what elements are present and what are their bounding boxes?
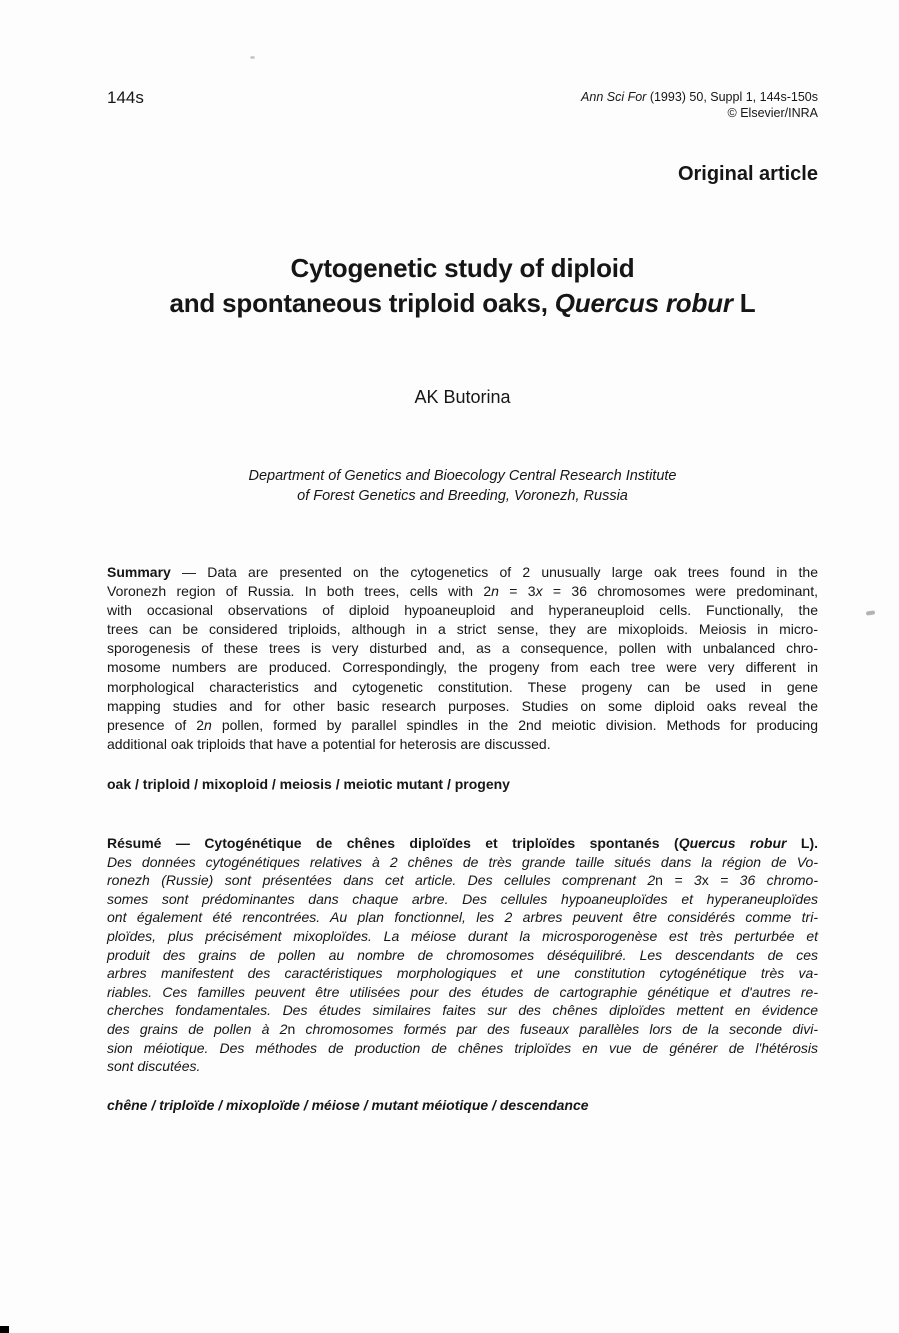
- summary-line: with occasional observations of diploid hypoaneuploid and hyperaneuploid cells. Functionally, the: [107, 602, 818, 619]
- scan-artifact: [250, 56, 255, 59]
- resume-line: sion méiotique. Des méthodes de production de chênes triploïdes en vue de générer de l'hétérosis: [107, 1039, 818, 1056]
- summary-text: = 36 chromosomes were predominant,: [542, 583, 818, 600]
- species-name: Quercus robur: [554, 288, 733, 318]
- variable-n: n: [287, 1020, 296, 1037]
- article-title: [107, 251, 818, 321]
- summary-line: [107, 582, 818, 601]
- variable-n: n: [655, 872, 663, 889]
- summary-line: trees can be considered triploids, although in a strict sense, they are mixoploids. Meiosis in micro-: [107, 621, 818, 638]
- affiliation-line1: Department of Genetics and Bioecology Central Research Institute: [248, 468, 677, 484]
- article-type-label: Original article: [677, 163, 818, 185]
- resume-heading: L).: [786, 835, 818, 851]
- resume-line: cherches fondamentales. Des études similaires faites sur des chênes diploïdes mettent en évidence: [107, 1002, 818, 1019]
- resume-line: Des données cytogénétiques relatives à 2 chênes de très grande taille situés dans la région de Vo-: [107, 853, 818, 870]
- resume-text: des grains de pollen à 2: [107, 1020, 288, 1037]
- author-name: AK Butorina: [414, 387, 511, 407]
- summary-text: = 3: [498, 583, 536, 600]
- variable-x: x: [701, 872, 709, 889]
- resume-line: produit des grains de pollen au nombre de chromosomes déséquilibré. Les descendants de ces: [107, 946, 818, 963]
- resume-label: Résumé: [107, 835, 162, 851]
- summary-line: sporogenesis of these trees is very disturbed and, as a consequence, pollen with unbalanced chro-: [107, 640, 818, 657]
- summary-label: Summary: [107, 564, 171, 580]
- article-title-line1: Cytogenetic study of diploid: [290, 253, 635, 283]
- resume-line: sont discutées.: [107, 1058, 201, 1075]
- title-suffix: L: [732, 288, 756, 318]
- resume-line: [107, 834, 818, 853]
- summary-line: mapping studies and for other basic research purposes. Studies on some diploid oaks reveal the: [107, 697, 818, 714]
- resume-line: arbres manifestent des caractéristiques morphologiques et une constitution cytogénétique très va-: [107, 965, 818, 982]
- resume-line: [107, 1020, 818, 1039]
- species-name: Quercus robur: [678, 835, 787, 851]
- summary-line: [107, 716, 818, 735]
- variable-n: n: [491, 583, 499, 600]
- affiliation-line2: of Forest Genetics and Breeding, Voronezh, Russia: [297, 487, 628, 504]
- page-number: 144s: [107, 88, 144, 107]
- resume-text: ronezh (Russie) sont présentées dans cet article. Des cellules comprenant 2: [107, 872, 656, 889]
- resume-text: = 36 chromo-: [708, 872, 818, 889]
- summary-text: pollen, formed by parallel spindles in the 2nd meiotic division. Methods for producing: [211, 716, 818, 733]
- summary-text: Voronezh region of Russia. In both trees, cells with 2: [107, 583, 492, 600]
- summary-text: — Data are presented on the cytogenetics of 2 unusually large oak trees found in the: [170, 564, 818, 580]
- resume-section: [107, 834, 818, 1076]
- journal-name: Ann Sci For: [581, 90, 647, 104]
- summary-line: [107, 563, 818, 582]
- variable-n: n: [204, 716, 212, 733]
- summary-line: additional oak triploids that have a potential for heterosis are discussed.: [107, 735, 551, 752]
- journal-reference-line: [581, 90, 818, 106]
- summary-section: [107, 563, 818, 754]
- summary-text: presence of 2: [107, 716, 205, 733]
- journal-reference-block: [581, 90, 818, 121]
- summary-line: mosome numbers are produced. Correspondingly, the progeny from each tree were very different in: [107, 659, 818, 676]
- article-title-line2: [107, 286, 818, 321]
- keywords-french: chêne / triploïde / mixoploïde / méiose / mutant méiotique / descendance: [107, 1097, 589, 1113]
- variable-x: x: [535, 583, 543, 600]
- summary-line: morphological characteristics and cytogenetic constitution. These progeny can be used in gene: [107, 678, 818, 695]
- resume-heading: — Cytogénétique de chênes diploïdes et triploïdes spontanés (: [161, 835, 679, 851]
- copyright-line: © Elsevier/INRA: [727, 105, 818, 120]
- resume-line: riables. Ces familles peuvent être utilisées pour des études de cartographie génétique et d'autres re-: [107, 983, 818, 1000]
- title-text: and spontaneous triploid oaks,: [169, 288, 555, 318]
- journal-ref-details: (1993) 50, Suppl 1, 144s-150s: [646, 90, 818, 104]
- resume-line: somes sont prédominantes dans chaque arbre. Des cellules hypoaneuploïdes et hyperaneuploïdes: [107, 890, 818, 907]
- scan-corner-mark: [0, 1326, 9, 1333]
- affiliation-block: [107, 467, 818, 506]
- resume-text: = 3: [662, 872, 702, 889]
- keywords-english: oak / triploid / mixoploid / meiosis / meiotic mutant / progeny: [107, 776, 510, 792]
- resume-line: ploïdes, plus précisément mixoploïdes. La méiose durant la microsporogenèse est très perturbée et: [107, 927, 818, 944]
- scan-artifact: [866, 610, 875, 615]
- resume-text: chromosomes formés par des fuseaux parallèles lors de la seconde divi-: [295, 1020, 818, 1037]
- resume-line: [107, 871, 818, 890]
- resume-line: ont également été rencontrées. Au plan fonctionnel, les 2 arbres peuvent être considérés comme tri-: [107, 909, 818, 926]
